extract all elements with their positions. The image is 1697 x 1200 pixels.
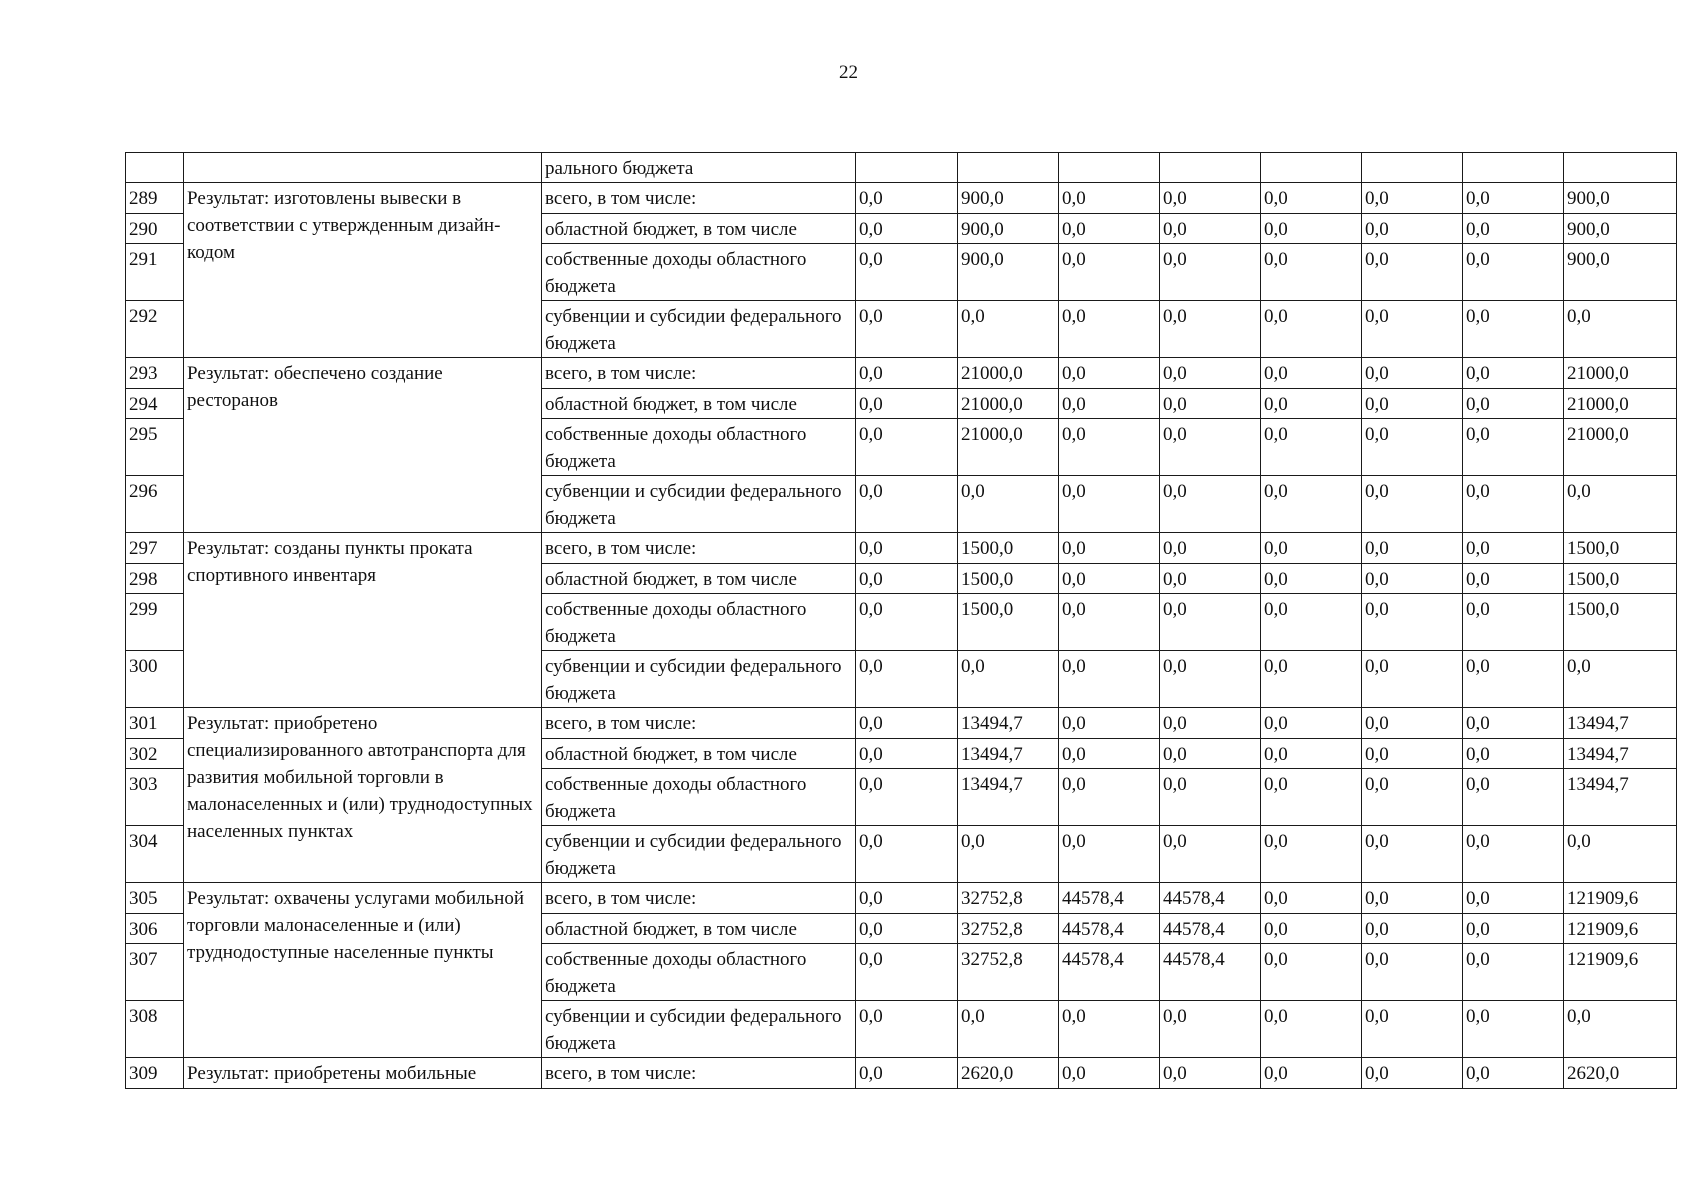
value-cell: 0,0: [1261, 419, 1362, 476]
value-cell: 0,0: [1160, 769, 1261, 826]
value-cell: 0,0: [856, 358, 958, 389]
value-cell: 21000,0: [958, 358, 1059, 389]
value-cell: 0,0: [1059, 476, 1160, 533]
total-cell: 900,0: [1564, 244, 1677, 301]
value-cell: 0,0: [1463, 214, 1564, 244]
total-cell: 1500,0: [1564, 533, 1677, 564]
total-cell: 900,0: [1564, 183, 1677, 214]
value-cell: 0,0: [1362, 944, 1463, 1001]
value-cell: 0,0: [1362, 214, 1463, 244]
value-cell: 0,0: [1261, 389, 1362, 419]
value-cell: 0,0: [1059, 1058, 1160, 1089]
funding-source-cell: рального бюджета: [542, 153, 856, 183]
value-cell: 0,0: [1059, 419, 1160, 476]
value-cell: 0,0: [1261, 914, 1362, 944]
value-cell: 0,0: [1160, 183, 1261, 214]
value-cell: 44578,4: [1059, 914, 1160, 944]
value-cell: 0,0: [1362, 301, 1463, 358]
value-cell: 2620,0: [958, 1058, 1059, 1089]
value-cell: 0,0: [1059, 739, 1160, 769]
value-cell: 13494,7: [958, 708, 1059, 739]
row-number-cell: 302: [126, 739, 184, 769]
value-cell: 0,0: [1463, 594, 1564, 651]
value-cell: 0,0: [1160, 301, 1261, 358]
total-cell: 21000,0: [1564, 358, 1677, 389]
value-cell: 44578,4: [1160, 944, 1261, 1001]
budget-table: [125, 152, 1677, 1089]
value-cell: 0,0: [1362, 769, 1463, 826]
value-cell: 0,0: [1362, 419, 1463, 476]
funding-source-cell: собственные доходы областного бюджета: [542, 944, 856, 1001]
value-cell: 0,0: [1362, 244, 1463, 301]
value-cell: 0,0: [856, 214, 958, 244]
total-cell: 900,0: [1564, 214, 1677, 244]
result-cell: Результат: обеспечено создание ресторанов: [184, 358, 542, 533]
value-cell: 0,0: [1160, 1058, 1261, 1089]
value-cell: 0,0: [1261, 594, 1362, 651]
value-cell: 0,0: [1362, 389, 1463, 419]
total-cell: 1500,0: [1564, 564, 1677, 594]
value-cell: 0,0: [958, 301, 1059, 358]
row-number-cell: 299: [126, 594, 184, 651]
row-number-cell: 292: [126, 301, 184, 358]
row-number-cell: 300: [126, 651, 184, 708]
funding-source-cell: собственные доходы областного бюджета: [542, 594, 856, 651]
row-number-cell: 307: [126, 944, 184, 1001]
table-row: [126, 358, 1677, 389]
table-body: [126, 153, 1677, 1089]
value-cell: 0,0: [1160, 476, 1261, 533]
total-cell: 121909,6: [1564, 883, 1677, 914]
value-cell: 44578,4: [1160, 914, 1261, 944]
value-cell: [1059, 153, 1160, 183]
value-cell: 0,0: [1261, 826, 1362, 883]
value-cell: 0,0: [1463, 389, 1564, 419]
total-cell: 21000,0: [1564, 419, 1677, 476]
value-cell: 0,0: [1261, 533, 1362, 564]
value-cell: [856, 153, 958, 183]
value-cell: 0,0: [856, 389, 958, 419]
total-cell: 0,0: [1564, 826, 1677, 883]
value-cell: 0,0: [1261, 883, 1362, 914]
value-cell: 0,0: [1059, 301, 1160, 358]
value-cell: 0,0: [1059, 769, 1160, 826]
value-cell: 0,0: [1463, 1001, 1564, 1058]
funding-source-cell: областной бюджет, в том числе: [542, 914, 856, 944]
value-cell: 900,0: [958, 214, 1059, 244]
value-cell: 0,0: [1261, 358, 1362, 389]
total-cell: 2620,0: [1564, 1058, 1677, 1089]
value-cell: 0,0: [1362, 564, 1463, 594]
row-number-cell: 305: [126, 883, 184, 914]
value-cell: 0,0: [856, 883, 958, 914]
value-cell: 0,0: [1463, 944, 1564, 1001]
total-cell: 1500,0: [1564, 594, 1677, 651]
result-cell: Результат: охвачены услугами мобильной торговли малонаселенные и (или) труднодоступные населенные пункты: [184, 883, 542, 1058]
value-cell: 0,0: [1160, 651, 1261, 708]
value-cell: 0,0: [1463, 914, 1564, 944]
value-cell: 0,0: [1463, 826, 1564, 883]
value-cell: 0,0: [1463, 419, 1564, 476]
value-cell: 0,0: [1362, 183, 1463, 214]
funding-source-cell: всего, в том числе:: [542, 533, 856, 564]
value-cell: 0,0: [1059, 244, 1160, 301]
total-cell: 0,0: [1564, 651, 1677, 708]
value-cell: 0,0: [1362, 358, 1463, 389]
value-cell: 0,0: [1463, 708, 1564, 739]
value-cell: 0,0: [1463, 301, 1564, 358]
value-cell: 1500,0: [958, 564, 1059, 594]
value-cell: 0,0: [1261, 564, 1362, 594]
value-cell: 0,0: [958, 651, 1059, 708]
value-cell: 0,0: [856, 1001, 958, 1058]
result-cell: [184, 153, 542, 183]
value-cell: 0,0: [1362, 594, 1463, 651]
funding-source-cell: субвенции и субсидии федерального бюджета: [542, 1001, 856, 1058]
value-cell: 1500,0: [958, 594, 1059, 651]
result-cell: Результат: изготовлены вывески в соответствии с утвержденным дизайн-кодом: [184, 183, 542, 358]
value-cell: 0,0: [1059, 594, 1160, 651]
value-cell: 0,0: [856, 244, 958, 301]
row-number-cell: [126, 153, 184, 183]
funding-source-cell: всего, в том числе:: [542, 358, 856, 389]
table-row: [126, 183, 1677, 214]
value-cell: 0,0: [1059, 533, 1160, 564]
value-cell: 0,0: [1261, 244, 1362, 301]
value-cell: 0,0: [1059, 214, 1160, 244]
value-cell: 44578,4: [1059, 883, 1160, 914]
value-cell: [958, 153, 1059, 183]
row-number-cell: 289: [126, 183, 184, 214]
value-cell: 0,0: [856, 739, 958, 769]
table-row: [126, 883, 1677, 914]
value-cell: 0,0: [856, 826, 958, 883]
funding-source-cell: собственные доходы областного бюджета: [542, 244, 856, 301]
value-cell: 0,0: [1463, 533, 1564, 564]
value-cell: 21000,0: [958, 419, 1059, 476]
continuation-row: [126, 153, 1677, 183]
value-cell: 32752,8: [958, 944, 1059, 1001]
value-cell: 0,0: [1261, 214, 1362, 244]
value-cell: 0,0: [1463, 564, 1564, 594]
value-cell: 0,0: [856, 914, 958, 944]
value-cell: 0,0: [1261, 739, 1362, 769]
funding-source-cell: областной бюджет, в том числе: [542, 739, 856, 769]
value-cell: 0,0: [958, 1001, 1059, 1058]
value-cell: 0,0: [1463, 739, 1564, 769]
value-cell: 0,0: [1059, 183, 1160, 214]
value-cell: [1160, 153, 1261, 183]
value-cell: 0,0: [958, 826, 1059, 883]
value-cell: 0,0: [1160, 533, 1261, 564]
value-cell: 0,0: [1362, 1001, 1463, 1058]
total-cell: 13494,7: [1564, 769, 1677, 826]
value-cell: [1463, 153, 1564, 183]
total-cell: 121909,6: [1564, 944, 1677, 1001]
value-cell: 0,0: [1261, 651, 1362, 708]
value-cell: 0,0: [1463, 651, 1564, 708]
total-cell: 0,0: [1564, 1001, 1677, 1058]
value-cell: 13494,7: [958, 739, 1059, 769]
row-number-cell: 303: [126, 769, 184, 826]
value-cell: 0,0: [1362, 708, 1463, 739]
table-row: [126, 708, 1677, 739]
value-cell: 0,0: [1463, 244, 1564, 301]
value-cell: 0,0: [1362, 1058, 1463, 1089]
value-cell: 0,0: [1261, 1001, 1362, 1058]
value-cell: 0,0: [1160, 739, 1261, 769]
value-cell: 0,0: [1362, 914, 1463, 944]
total-cell: 21000,0: [1564, 389, 1677, 419]
funding-source-cell: субвенции и субсидии федерального бюджета: [542, 476, 856, 533]
value-cell: 0,0: [1261, 769, 1362, 826]
value-cell: 0,0: [1463, 183, 1564, 214]
row-number-cell: 290: [126, 214, 184, 244]
value-cell: 0,0: [1059, 389, 1160, 419]
funding-source-cell: всего, в том числе:: [542, 708, 856, 739]
table-row: [126, 533, 1677, 564]
value-cell: 900,0: [958, 183, 1059, 214]
value-cell: 0,0: [856, 1058, 958, 1089]
value-cell: 0,0: [1362, 739, 1463, 769]
value-cell: 0,0: [1160, 419, 1261, 476]
value-cell: 0,0: [1059, 358, 1160, 389]
funding-source-cell: областной бюджет, в том числе: [542, 564, 856, 594]
value-cell: 0,0: [1463, 358, 1564, 389]
value-cell: 0,0: [1362, 533, 1463, 564]
value-cell: 0,0: [856, 183, 958, 214]
value-cell: 0,0: [856, 533, 958, 564]
value-cell: 0,0: [1160, 214, 1261, 244]
value-cell: 0,0: [856, 476, 958, 533]
value-cell: 0,0: [1261, 183, 1362, 214]
value-cell: 32752,8: [958, 883, 1059, 914]
page-number: 22: [839, 62, 858, 83]
value-cell: 0,0: [1463, 476, 1564, 533]
value-cell: 0,0: [856, 419, 958, 476]
value-cell: 1500,0: [958, 533, 1059, 564]
funding-source-cell: субвенции и субсидии федерального бюджета: [542, 301, 856, 358]
funding-source-cell: субвенции и субсидии федерального бюджета: [542, 826, 856, 883]
value-cell: 0,0: [856, 651, 958, 708]
row-number-cell: 294: [126, 389, 184, 419]
result-cell: Результат: созданы пункты проката спортивного инвентаря: [184, 533, 542, 708]
value-cell: 0,0: [1059, 708, 1160, 739]
value-cell: 0,0: [1463, 883, 1564, 914]
value-cell: 0,0: [1059, 564, 1160, 594]
row-number-cell: 296: [126, 476, 184, 533]
row-number-cell: 308: [126, 1001, 184, 1058]
value-cell: 44578,4: [1160, 883, 1261, 914]
funding-source-cell: областной бюджет, в том числе: [542, 389, 856, 419]
value-cell: 0,0: [1059, 826, 1160, 883]
value-cell: 0,0: [856, 594, 958, 651]
funding-source-cell: собственные доходы областного бюджета: [542, 419, 856, 476]
value-cell: 0,0: [958, 476, 1059, 533]
value-cell: 13494,7: [958, 769, 1059, 826]
value-cell: 0,0: [1160, 564, 1261, 594]
value-cell: 0,0: [1362, 651, 1463, 708]
value-cell: 0,0: [1160, 826, 1261, 883]
value-cell: 0,0: [1463, 769, 1564, 826]
value-cell: 0,0: [856, 769, 958, 826]
value-cell: 44578,4: [1059, 944, 1160, 1001]
value-cell: [1362, 153, 1463, 183]
value-cell: 0,0: [856, 708, 958, 739]
value-cell: 0,0: [1160, 594, 1261, 651]
value-cell: 0,0: [1160, 358, 1261, 389]
funding-source-cell: субвенции и субсидии федерального бюджета: [542, 651, 856, 708]
value-cell: 900,0: [958, 244, 1059, 301]
total-cell: 0,0: [1564, 301, 1677, 358]
funding-source-cell: областной бюджет, в том числе: [542, 214, 856, 244]
value-cell: 0,0: [856, 564, 958, 594]
value-cell: 0,0: [1362, 883, 1463, 914]
value-cell: 0,0: [1059, 651, 1160, 708]
value-cell: 0,0: [1261, 708, 1362, 739]
value-cell: 0,0: [1261, 1058, 1362, 1089]
value-cell: [1261, 153, 1362, 183]
value-cell: 0,0: [1059, 1001, 1160, 1058]
value-cell: 0,0: [1160, 389, 1261, 419]
row-number-cell: 293: [126, 358, 184, 389]
total-cell: 13494,7: [1564, 708, 1677, 739]
value-cell: 0,0: [1463, 1058, 1564, 1089]
value-cell: 21000,0: [958, 389, 1059, 419]
value-cell: 0,0: [1261, 301, 1362, 358]
value-cell: 0,0: [856, 301, 958, 358]
value-cell: 0,0: [1362, 826, 1463, 883]
value-cell: 0,0: [856, 944, 958, 1001]
value-cell: 32752,8: [958, 914, 1059, 944]
result-cell: Результат: приобретены мобильные: [184, 1058, 542, 1089]
row-number-cell: 291: [126, 244, 184, 301]
result-cell: Результат: приобретено специализированного автотранспорта для развития мобильной торговли в малонаселенных и (или) труднодоступных населенных пунктах: [184, 708, 542, 883]
funding-source-cell: всего, в том числе:: [542, 1058, 856, 1089]
row-number-cell: 295: [126, 419, 184, 476]
funding-source-cell: собственные доходы областного бюджета: [542, 769, 856, 826]
total-cell: 121909,6: [1564, 914, 1677, 944]
value-cell: 0,0: [1362, 476, 1463, 533]
funding-source-cell: всего, в том числе:: [542, 183, 856, 214]
row-number-cell: 304: [126, 826, 184, 883]
value-cell: 0,0: [1261, 944, 1362, 1001]
row-number-cell: 298: [126, 564, 184, 594]
funding-source-cell: всего, в том числе:: [542, 883, 856, 914]
row-number-cell: 297: [126, 533, 184, 564]
total-cell: 13494,7: [1564, 739, 1677, 769]
row-number-cell: 306: [126, 914, 184, 944]
row-number-cell: 301: [126, 708, 184, 739]
table-row: [126, 1058, 1677, 1089]
value-cell: 0,0: [1261, 476, 1362, 533]
total-cell: 0,0: [1564, 476, 1677, 533]
total-cell: [1564, 153, 1677, 183]
value-cell: 0,0: [1160, 1001, 1261, 1058]
row-number-cell: 309: [126, 1058, 184, 1089]
value-cell: 0,0: [1160, 708, 1261, 739]
value-cell: 0,0: [1160, 244, 1261, 301]
